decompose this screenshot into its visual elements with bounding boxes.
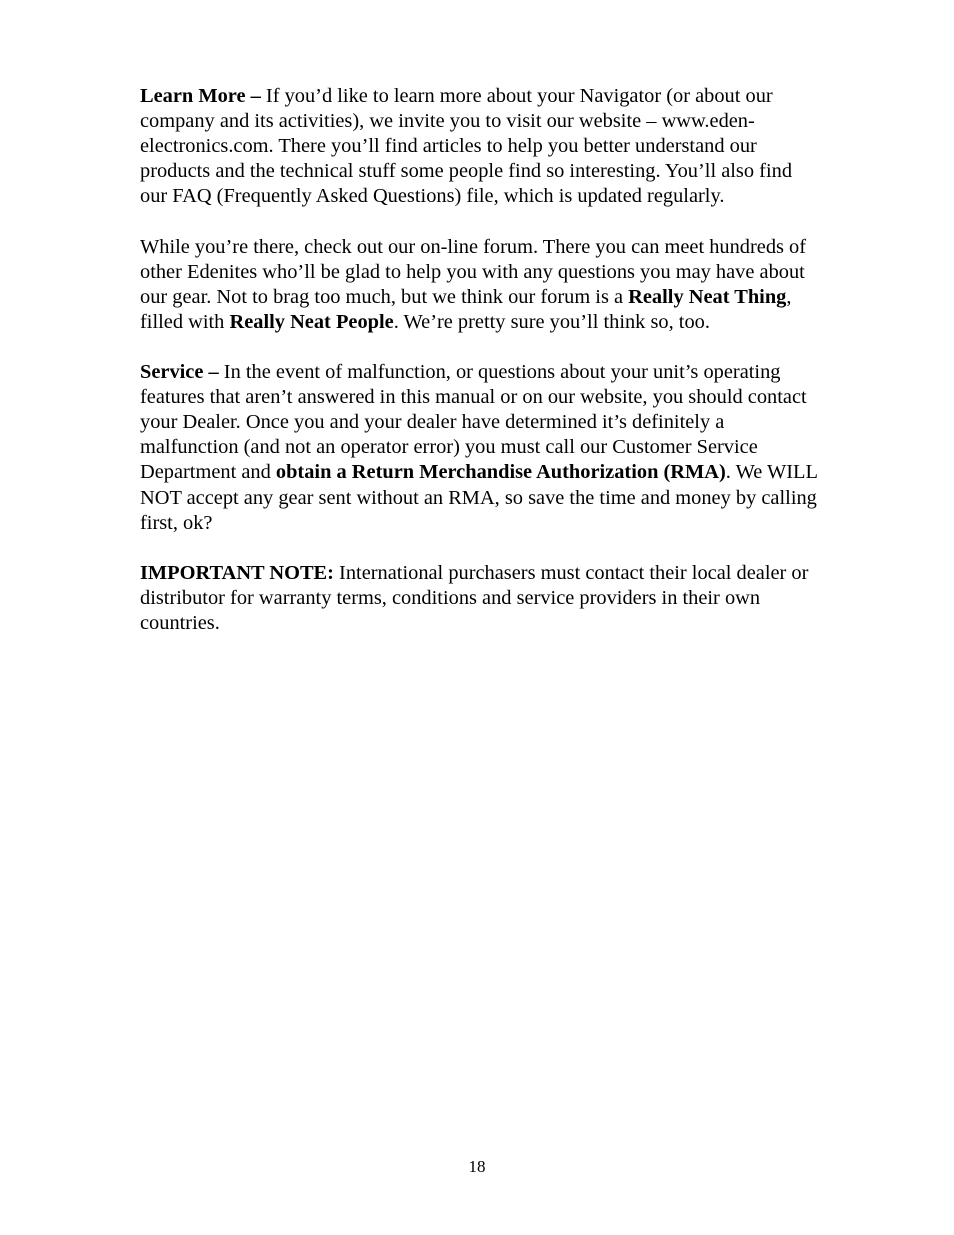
forum-paragraph: [140, 235, 820, 335]
service-paragraph: [140, 360, 820, 536]
forum-bold-really-neat-people: Really Neat People: [229, 310, 394, 333]
service-bold-rma: obtain a Return Merchandise Authorization (RMA): [275, 461, 726, 484]
page-content: [140, 84, 820, 661]
forum-text-1: While you’re there, check out our on-line forum. There you can meet hundreds of other Edenites who’ll be glad to help you with any questions you may have about our gear. Not to brag too much, but we think our forum is a: [140, 235, 807, 308]
forum-text-3: . We’re pretty sure you’ll think so, too.: [393, 310, 710, 333]
learn-more-heading: Learn More –: [140, 85, 261, 107]
learn-more-paragraph: [140, 84, 820, 209]
service-heading: Service –: [140, 361, 219, 384]
important-note-heading: IMPORTANT NOTE:: [140, 561, 334, 584]
forum-text-2: , filled with: [140, 285, 792, 333]
page-number: 18: [468, 1157, 486, 1176]
important-note-text: International purchasers must contact their local dealer or distributor for warranty terms, conditions and service providers in their own countries.: [140, 561, 809, 634]
service-text-2: . We WILL NOT accept any gear sent without an RMA, so save the time and money by calling first, ok?: [140, 461, 818, 534]
service-text-1: In the event of malfunction, or questions about your unit’s operating features that aren’t answered in this manual or on our website, you should contact your Dealer. Once you and your dealer have determined it’s definitely a malfunction (and not an operator error) you must call our Customer Service Department and: [140, 361, 807, 484]
important-note-paragraph: [140, 561, 820, 636]
learn-more-text: If you’d like to learn more about your Navigator (or about our company and its activities), we invite you to visit our website – www.eden-electronics.com. There you’ll find articles to help you better understand our products and the technical stuff some people find so interesting. You’ll also find our FAQ (Frequently Asked Questions) file, which is updated regularly.: [140, 85, 793, 208]
forum-bold-really-neat-thing: Really Neat Thing: [628, 285, 787, 308]
